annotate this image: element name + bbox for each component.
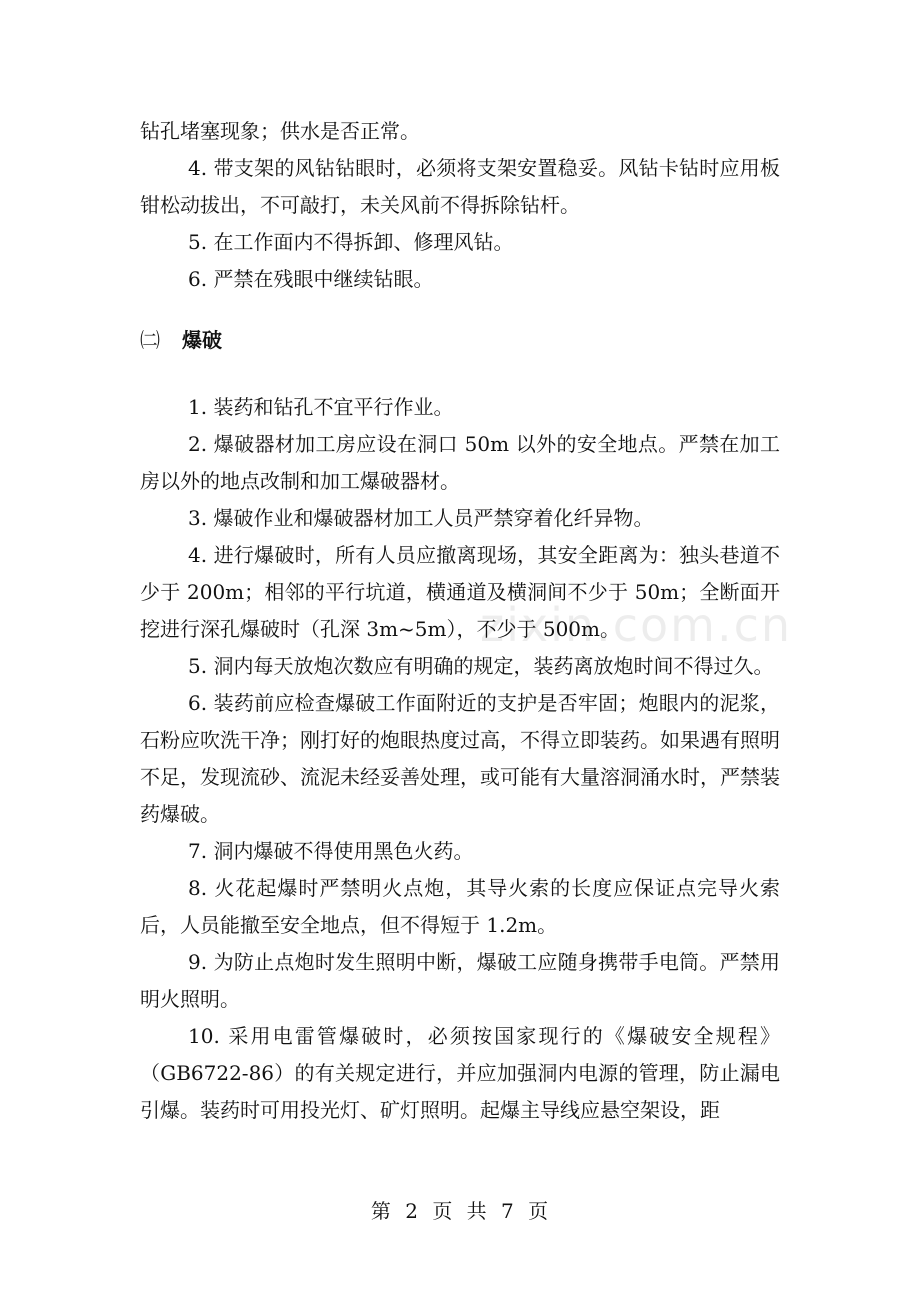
rule-10: 10. 采用电雷管爆破时，必须按国家现行的《爆破安全规程》（GB6722-86）的有关规定进行，并应加强洞内电源的管理，防止漏电引爆。装药时可用投光灯、矿灯照明。起爆主导线应悬空架设，距 (140, 1024, 780, 1122)
paragraph-item-6: 6. 严禁在残眼中继续钻眼。 (188, 267, 434, 291)
rule-8: 8. 火花起爆时严禁明火点炮，其导火索的长度应保证点完导火索后，人员能撤至安全地点，但不得短于 1.2m。 (140, 876, 780, 937)
rule-2: 2. 爆破器材加工房应设在洞口 50m 以外的安全地点。严禁在加工房以外的地点改制和加工爆破器材。 (140, 432, 780, 493)
section-heading (140, 322, 222, 359)
rule-3: 3. 爆破作业和爆破器材加工人员严禁穿着化纤异物。 (188, 506, 654, 530)
watermark: zixin.com.cn (480, 598, 793, 652)
rule-6: 6. 装药前应检查爆破工作面附近的支护是否牢固；炮眼内的泥浆，石粉应吹洗干净；刚打好的炮眼热度过高，不得立即装药。如果遇有照明不足，发现流砂、流泥未经妥善处理，或可能有大量溶洞涌水时，严禁装药爆破。 (140, 691, 780, 826)
paragraph-item-4: 4. 带支架的风钻钻眼时，必须将支架安置稳妥。风钻卡钻时应用板钳松动拔出，不可敲打，未关风前不得拆除钻杆。 (140, 156, 780, 217)
intro-block (140, 113, 780, 298)
section-number: ㈡ (140, 328, 160, 352)
rule-7: 7. 洞内爆破不得使用黑色火药。 (188, 839, 474, 863)
section-title: 爆破 (182, 328, 222, 352)
rule-1: 1. 装药和钻孔不宜平行作业。 (188, 395, 454, 419)
rule-5: 5. 洞内每天放炮次数应有明确的规定，装药离放炮时间不得过久。 (188, 654, 774, 678)
paragraph-item-5: 5. 在工作面内不得拆卸、修理风钻。 (188, 230, 514, 254)
rule-4: 4. 进行爆破时，所有人员应撤离现场，其安全距离为：独头巷道不少于 200m；相邻的平行坑道，横通道及横洞间不少于 50m；全断面开挖进行深孔爆破时（孔深 3m~5m），不少于 500m。 (140, 543, 780, 641)
blasting-rules-block (140, 389, 780, 1129)
paragraph-continued: 钻孔堵塞现象；供水是否正常。 (140, 119, 420, 143)
rule-9: 9. 为防止点炮时发生照明中断，爆破工应随身携带手电筒。严禁用明火照明。 (140, 950, 780, 1011)
page-footer: 第 2 页 共 7 页 (370, 1199, 550, 1223)
